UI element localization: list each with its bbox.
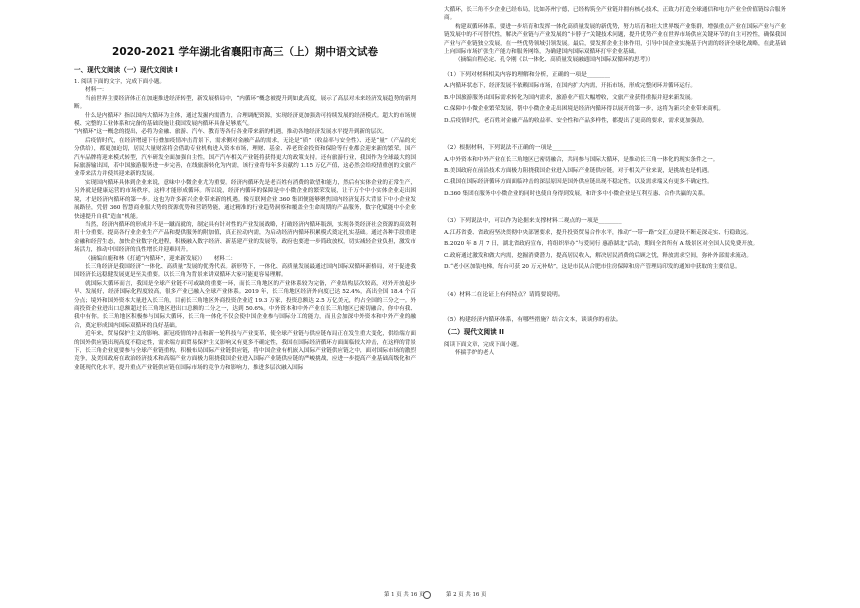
spacer — [444, 300, 786, 310]
page-footer — [0, 590, 860, 600]
story-title: 怀揣手炉的老人 — [455, 350, 495, 357]
paragraph: 后疫情时代，在经济增速下行叠加疫情冲击背景下，需求侧对金融产品的需求，无论是“质”（收益率与安全性）、还是“量”（产品的充分供给），都更加迫切，居民大量财富将会借助专业机构进入资本市场，理财、基金、养老资金投资和保险等行业都会迎来新的繁荣。国产汽车品牌将迎来模式转型，汽车研发全面加强自主性，国产汽车相关产业链将获得更大的政策支持。还有旅游行业，我国作为全球最大的国际旅游输出国，若中国旅游服务进一步完善，在线旅游转化为内需，该行业将每年多贡献约 1.15 万亿产值，这必然会给疫情重创的文旅产业带来活力并使其迎来新的发展。 — [74, 137, 416, 178]
question-3-option-c: C.政府通过激发和做大内需，挖掘消费潜力，提高居民收入，解决居民消费的后顾之忧，释放需求空间，弥补外部需求流动。 — [444, 252, 752, 259]
question-2-stem: （2）根据材料，下列说法不正确的一项是________ — [444, 145, 576, 152]
spacer — [444, 128, 786, 138]
question-3-option-a: A.江苏省委、省政府坚决贯彻中央部署要求，提升投资贸易合作水平，推动“一带一路”交汇点建设不断走深走实、行稳致远。 — [444, 229, 753, 236]
question-3-stem: （3）下列说法中，可以作为论据来支撑材料二观点的一项是________ — [444, 218, 622, 225]
paragraph: 构建双循环体系，要进一步培育和发挥一体化高质量发展的新优势，努力培育和壮大世界级产业集群，增强重点产业在国际产业与产业链发展中的不可替代性，解决产业链与产业发展的“卡脖子”关键技术问题，提升优势产业在世界市场供应关键环节的自主可控性，确保我国产业与产业链独立发展，在一些优势领域引领发展。最后，要发挥企业主体作用，引导中国企业实施基于内需的经济全球化战略，在此基础上向国际市场扩张生产能力和服务网络，为确建国内国际双循环打牢企业基础。 — [444, 23, 786, 56]
paragraph: 大循环，长三角不少企业已经布局，比如苏州宁德，已经构筑全产业链并拥有核心技术，正致力打造全球通信和电力产业全价值链综合服务商。 — [444, 7, 786, 22]
paragraph: 实现国内循环具体到企业来说，意味中小微企业尤为重要。经济内循环先是老百姓有消费的欲望和能力，然后有实体企业的正常生产，另外就是健康运营的市场秩序，这样才能形成循环。所以说，经济内循环的保障是中小微企业的繁荣发展，让千万个中小实体企业走出困境，才是经济内循环的第一步。这也为许多新兴企业带来新的机遇。像互联网企业 360 集团便能够聚焦国内经济复苏大背景下中小企业发展路径，凭借 360 智慧商业服大势的资源优势和营销势能，通过精准的行业趋势洞察和覆盖全生命周期的产品服务，数字化赋能中小企业快速提升自我“造血”机能。 — [74, 179, 416, 220]
question-1-option-c: C.保障中小微企业繁荣发展，帮中小微企业走出困境是经济内循环得以展开的第一步，这将为新兴企业带来商机。 — [444, 106, 724, 113]
paragraph: 就国际大循环而言，我国是全球产业链不可或缺的重要一环，而长三角地区的产业体系较为完备，产业结构层次较高，对外开放起步早、发展好，经济国际化程度较高，很多产业已融入全球产业体系。2019 年，长三角地区经济外向度已达 52.4%，高出全国 18.4 个百分点；境外和国外资本大量进入长三角，目前长三角地区外商投资企业近 19.3 万家，投资总额达 2.5 万亿美元，约占全国的三分之一。外商投资企业进出口总额超过长三角地区进出口总额的二分之一，达到 50.6%。中外资本和中外产业在长三角地区已密切融合，你中有我、我中有你。长三角地区积极参与国际大循环，长三角一体化不仅会使中国企业参与国际分工的能力，而且会加深中外资本和中外产业的融合，奠定形成国内国际双循环的良好基础。 — [74, 280, 416, 329]
section-heading-2: （二）现代文阅读 II — [444, 327, 504, 336]
instruction-2: 阅读下面文章，完成下面小题。 — [444, 341, 523, 348]
question-2-option-b: B.美国政府在前沿技术方面极力阻挠我国企业进入国际产业链供应链，对于相关产业来说，是挑战也是机遇。 — [444, 168, 713, 175]
paragraph: 近年来，贸易保护主义的影响、新冠疫情的冲击和新一轮科技与产业变革，使全球产业链与供应链布局正在发生重大变化，供给端方面的国外供应链出现高度不稳定性，需求端方面贸易保护主义影响又有更多不确定性，我国在国际经济循环方面面临较大冲击，在这样的背景下，长三角企业更要参与全球产业链重构，积极布局国际产业链供应链，将中国企业有机嵌入国际产业链供应链之中，面对国际市场的激烈竞争，及美国政府在政治经济技术和高端产业方面极力阻挠我国企业进入国际产业链供应链的严峻挑战，应进一步提高产业基础高级化和产业链现代化水平，提升重点产业链供应链在国际市场的竞争力和影响力，推进多层次融入国际 — [74, 331, 416, 371]
page-number-right: 第 2 页 共 16 页 — [446, 592, 487, 598]
spacer — [444, 275, 786, 285]
material-one-label: 材料一： — [85, 87, 108, 94]
instruction: 1. 阅读下面的文字，完成下面小题。 — [74, 79, 166, 85]
paragraph: 当前世界主要经济体正在加速推进经济转型，新发展格局中，“内循环”概念被提升到如此高度，展示了高层对未来经济发展趋势的新判断。 — [74, 95, 416, 111]
question-2-option-d: D.360 集团在服务中小微企业的同时也使自身得到发展，和许多中小微企业是互利互惠、合作共赢的关系。 — [444, 190, 709, 197]
question-1-option-b: B.中国旅游服务由国际需求转化为国内需求，旅游业产值大幅增收，文旅产业获得重振并迎来新发展。 — [444, 94, 697, 101]
question-3-option-b: B.2020 年 8 月 7 日，湖北省政府宣布，将组织举办“与爱同行 惠游湖北”活动，期间全省所有 A 级景区对全国人民免费开放。 — [444, 241, 759, 248]
question-1-stem: （1）下列对材料相关内容的理解和分析，正确的一项是________ — [444, 71, 611, 78]
spacer — [444, 201, 786, 211]
right-page — [430, 0, 860, 608]
section-heading-1: 一、现代文阅读（一）现代文阅读 I — [74, 66, 178, 74]
source-citation: （摘编自程必定、孔令刚《以一体化、高质量发展融通国内国际双循环的思考》） — [455, 57, 654, 64]
question-1-option-a: A.内循环状态下，经济发展不依赖国际市场，在国内扩大内需，开拓市场，形成完整闭环并循环运行。 — [444, 83, 696, 90]
exam-title: 2020-2021 学年湖北省襄阳市高三（上）期中语文试卷 — [112, 46, 378, 58]
question-5-stem: （5）构建经济内循环体系，有哪些措施？结合文本，谈谈你的看法。 — [444, 317, 622, 324]
paragraph: 长三角经济是我国经济“一体化、高质量”发展的优秀代表。新形势下，一体化、高质量发展最通过国内国际双循环新格局，对于促进我国经济长远稳健发展更是至关重要。以长三角为背景来讲双循环大家可能更容易理解。 — [74, 263, 416, 279]
paragraph: 当然，经济内循环的形成并不是一蹴而就的，制定具有针对性的产业发展战略，打破经济内循环瓶颈，实现各类经济社会资源的高效利用十分重要。提高各行业企业生产产品和提供服务的附加值，真正拉动内需，为启动经济内循环积累模式奠定扎实基础。通过各种手段重建金融和经营生态，加快企业数字化进程，积极融入数字经济、新基建产业的发展等，政府也要进一步简政放权，切实减轻企业负担，激发市场活力，推动中国经济的良性增长并迎难回升。 — [74, 221, 416, 254]
question-2-option-c: C.我国在国际经济循环方面面临冲击的深层原因是国外供应链出现不稳定性，以及需求端又有更多不确定性。 — [444, 179, 713, 186]
question-1-option-d: D.后疫情时代，老百姓对金融产品的收益率、安全性和产品多样性，都提出了更高的要求，需求更加强劲。 — [444, 117, 708, 124]
paragraph: “内循环”这一概念的提出，必将为金融、旅游、汽车、教育等各行各业带来新的机遇，推动各地经济发展水平提升到新的层次。 — [74, 129, 388, 136]
binding-ring-icon — [423, 591, 431, 599]
paragraph: 什么是内循环？指以国内大循环为主体，通过发掘内需潜力，合理调配资源，实现经济更加强劲可持续发展的经济模式。超大的市场规模、完整的工业体系和完备的基础设施让我国发展内循环具备足够底气。 — [74, 112, 416, 128]
question-3-option-d: D.“老小区加装电梯，每台可获 20 万元补贴”，这是市民从合肥市住房保障和房产管理局印发的通知中获取的主要信息。 — [444, 264, 741, 271]
page-number-left: 第 1 页 共 16 页 — [384, 592, 425, 598]
source-and-material-two: （摘编自鹿和林《打通“内循环”，迎来新发展》） 材料二： — [85, 255, 237, 262]
question-4-stem: （4）材料二在论证上有何特点？请简要说明。 — [444, 291, 564, 298]
question-2-option-a: A.中外资本和中外产业在长三角地区已密切融合，共同参与国际大循环，是推动长三角一体化的现实条件之一。 — [444, 156, 719, 163]
